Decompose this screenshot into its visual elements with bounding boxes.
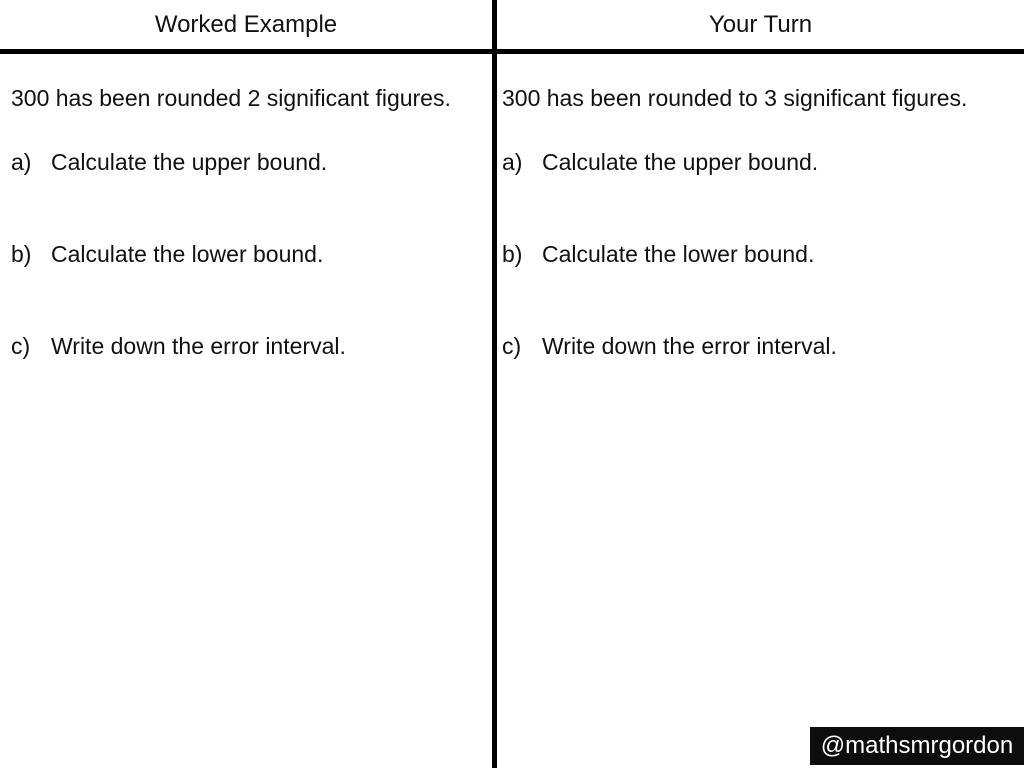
- task-item-a: [502, 148, 1016, 176]
- task-item-b: [11, 240, 483, 268]
- worked-example-intro: 300 has been rounded 2 significant figures.: [11, 85, 451, 111]
- item-text: Calculate the lower bound.: [542, 241, 815, 267]
- item-marker: a): [11, 149, 32, 175]
- task-item-c: [11, 332, 483, 360]
- item-marker: b): [11, 241, 32, 267]
- author-handle-badge: @mathsmrgordon: [810, 727, 1024, 765]
- item-text: Write down the error interval.: [542, 333, 837, 359]
- item-text: Calculate the upper bound.: [542, 149, 819, 175]
- your-turn-header: Your Turn: [708, 10, 813, 38]
- column-divider-line: [492, 0, 497, 768]
- task-item-c: [502, 332, 1016, 360]
- item-marker: c): [11, 333, 31, 359]
- item-text: Write down the error interval.: [51, 333, 346, 359]
- task-item-a: [11, 148, 483, 176]
- worked-example-column: [11, 84, 483, 360]
- item-text: Calculate the lower bound.: [51, 241, 324, 267]
- header-divider-line: [0, 49, 1024, 54]
- your-turn-intro: 300 has been rounded to 3 significant figures.: [502, 85, 968, 111]
- item-text: Calculate the upper bound.: [51, 149, 328, 175]
- your-turn-column: [502, 84, 1016, 360]
- item-marker: b): [502, 241, 523, 267]
- item-marker: c): [502, 333, 522, 359]
- item-marker: a): [502, 149, 523, 175]
- worked-example-header: Worked Example: [154, 10, 338, 38]
- task-item-b: [502, 240, 1016, 268]
